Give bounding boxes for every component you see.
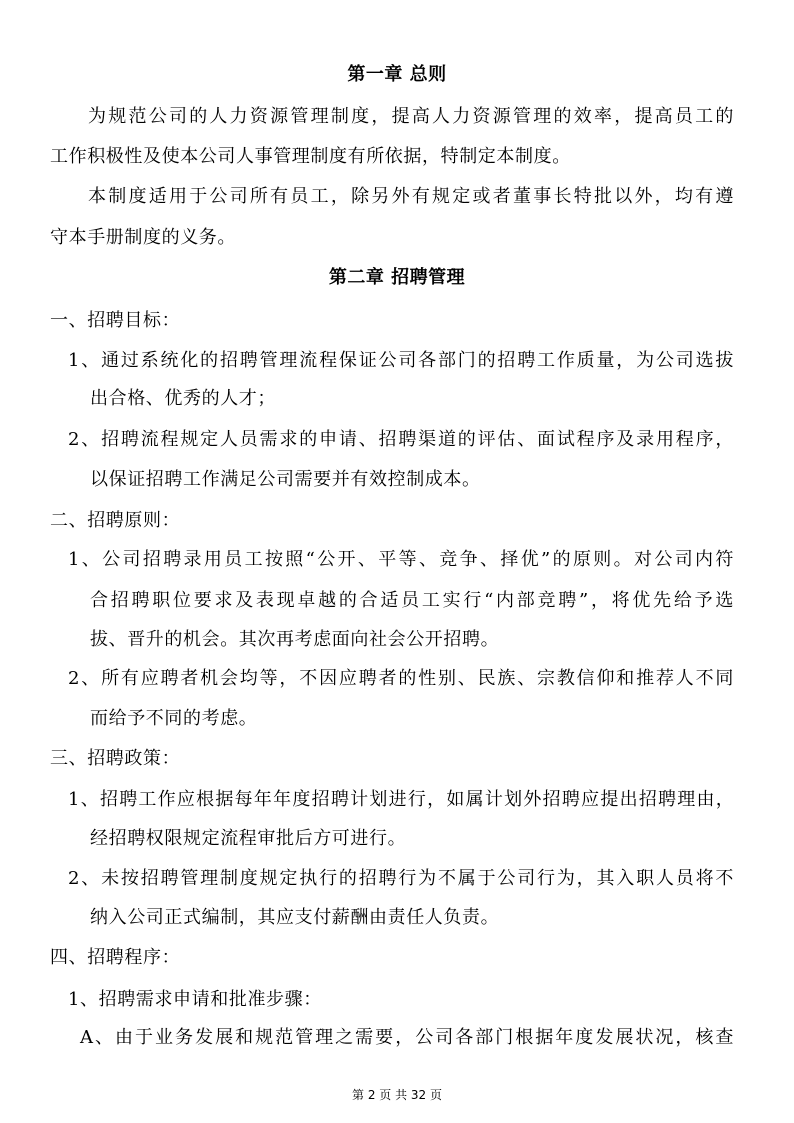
chapter-1-paragraph-2-line-2: 守本手册制度的义务。 [50, 227, 236, 248]
section-1-heading: 一、招聘目标： [50, 310, 181, 331]
section-4-item-a-line-1: A、由于业务发展和规范管理之需要，公司各部门根据年度发展状况，核查 [80, 1027, 734, 1048]
section-2-item-2-line-2: 而给予不同的考虑。 [90, 708, 258, 729]
section-1-item-2-line-2: 以保证招聘工作满足公司需要并有效控制成本。 [90, 469, 481, 490]
section-4-item-1: 1、招聘需求申请和批准步骤： [68, 989, 322, 1010]
chapter-2-title: 第二章 招聘管理 [328, 267, 466, 288]
section-3-item-1-line-2: 经招聘权限规定流程审批后方可进行。 [90, 828, 407, 849]
page-number-footer: 第 2 页 共 32 页 [352, 1088, 442, 1102]
section-3-heading: 三、招聘政策： [50, 748, 181, 769]
section-1-item-2-line-1: 2、招聘流程规定人员需求的申请、招聘渠道的评估、面试程序及录用程序， [68, 429, 734, 450]
chapter-1-paragraph-1-line-1: 为规范公司的人力资源管理制度，提高人力资源管理的效率，提高员工的 [88, 106, 734, 127]
section-2-item-1-line-1: 1、公司招聘录用员工按照“公开、平等、竞争、择优”的原则。对公司内符 [68, 549, 734, 570]
section-3-item-1-line-1: 1、招聘工作应根据每年年度招聘计划进行，如属计划外招聘应提出招聘理由， [68, 789, 734, 810]
section-1-item-1-line-1: 1、通过系统化的招聘管理流程保证公司各部门的招聘工作质量，为公司选拔 [68, 350, 734, 371]
chapter-1-paragraph-2-line-1: 本制度适用于公司所有员工，除另外有规定或者董事长特批以外，均有遵 [88, 186, 734, 207]
section-2-item-1-line-2: 合招聘职位要求及表现卓越的合适员工实行“内部竞聘”，将优先给予选 [90, 590, 734, 611]
chapter-1-paragraph-1-line-2: 工作积极性及使本公司人事管理制度有所依据，特制定本制度。 [50, 146, 571, 167]
section-3-item-2-line-1: 2、未按招聘管理制度规定执行的招聘行为不属于公司行为，其入职人员将不 [68, 868, 734, 889]
section-2-heading: 二、招聘原则： [50, 510, 181, 531]
section-3-item-2-line-2: 纳入公司正式编制，其应支付薪酬由责任人负责。 [90, 907, 500, 928]
section-2-item-2-line-1: 2、所有应聘者机会均等，不因应聘者的性别、民族、宗教信仰和推荐人不同 [68, 668, 734, 689]
section-1-item-1-line-2: 出合格、优秀的人才； [90, 388, 276, 409]
chapter-1-title: 第一章 总则 [347, 64, 447, 85]
section-4-heading: 四、招聘程序： [50, 947, 181, 968]
section-2-item-1-line-3: 拔、晋升的机会。其次再考虑面向社会公开招聘。 [90, 629, 500, 650]
